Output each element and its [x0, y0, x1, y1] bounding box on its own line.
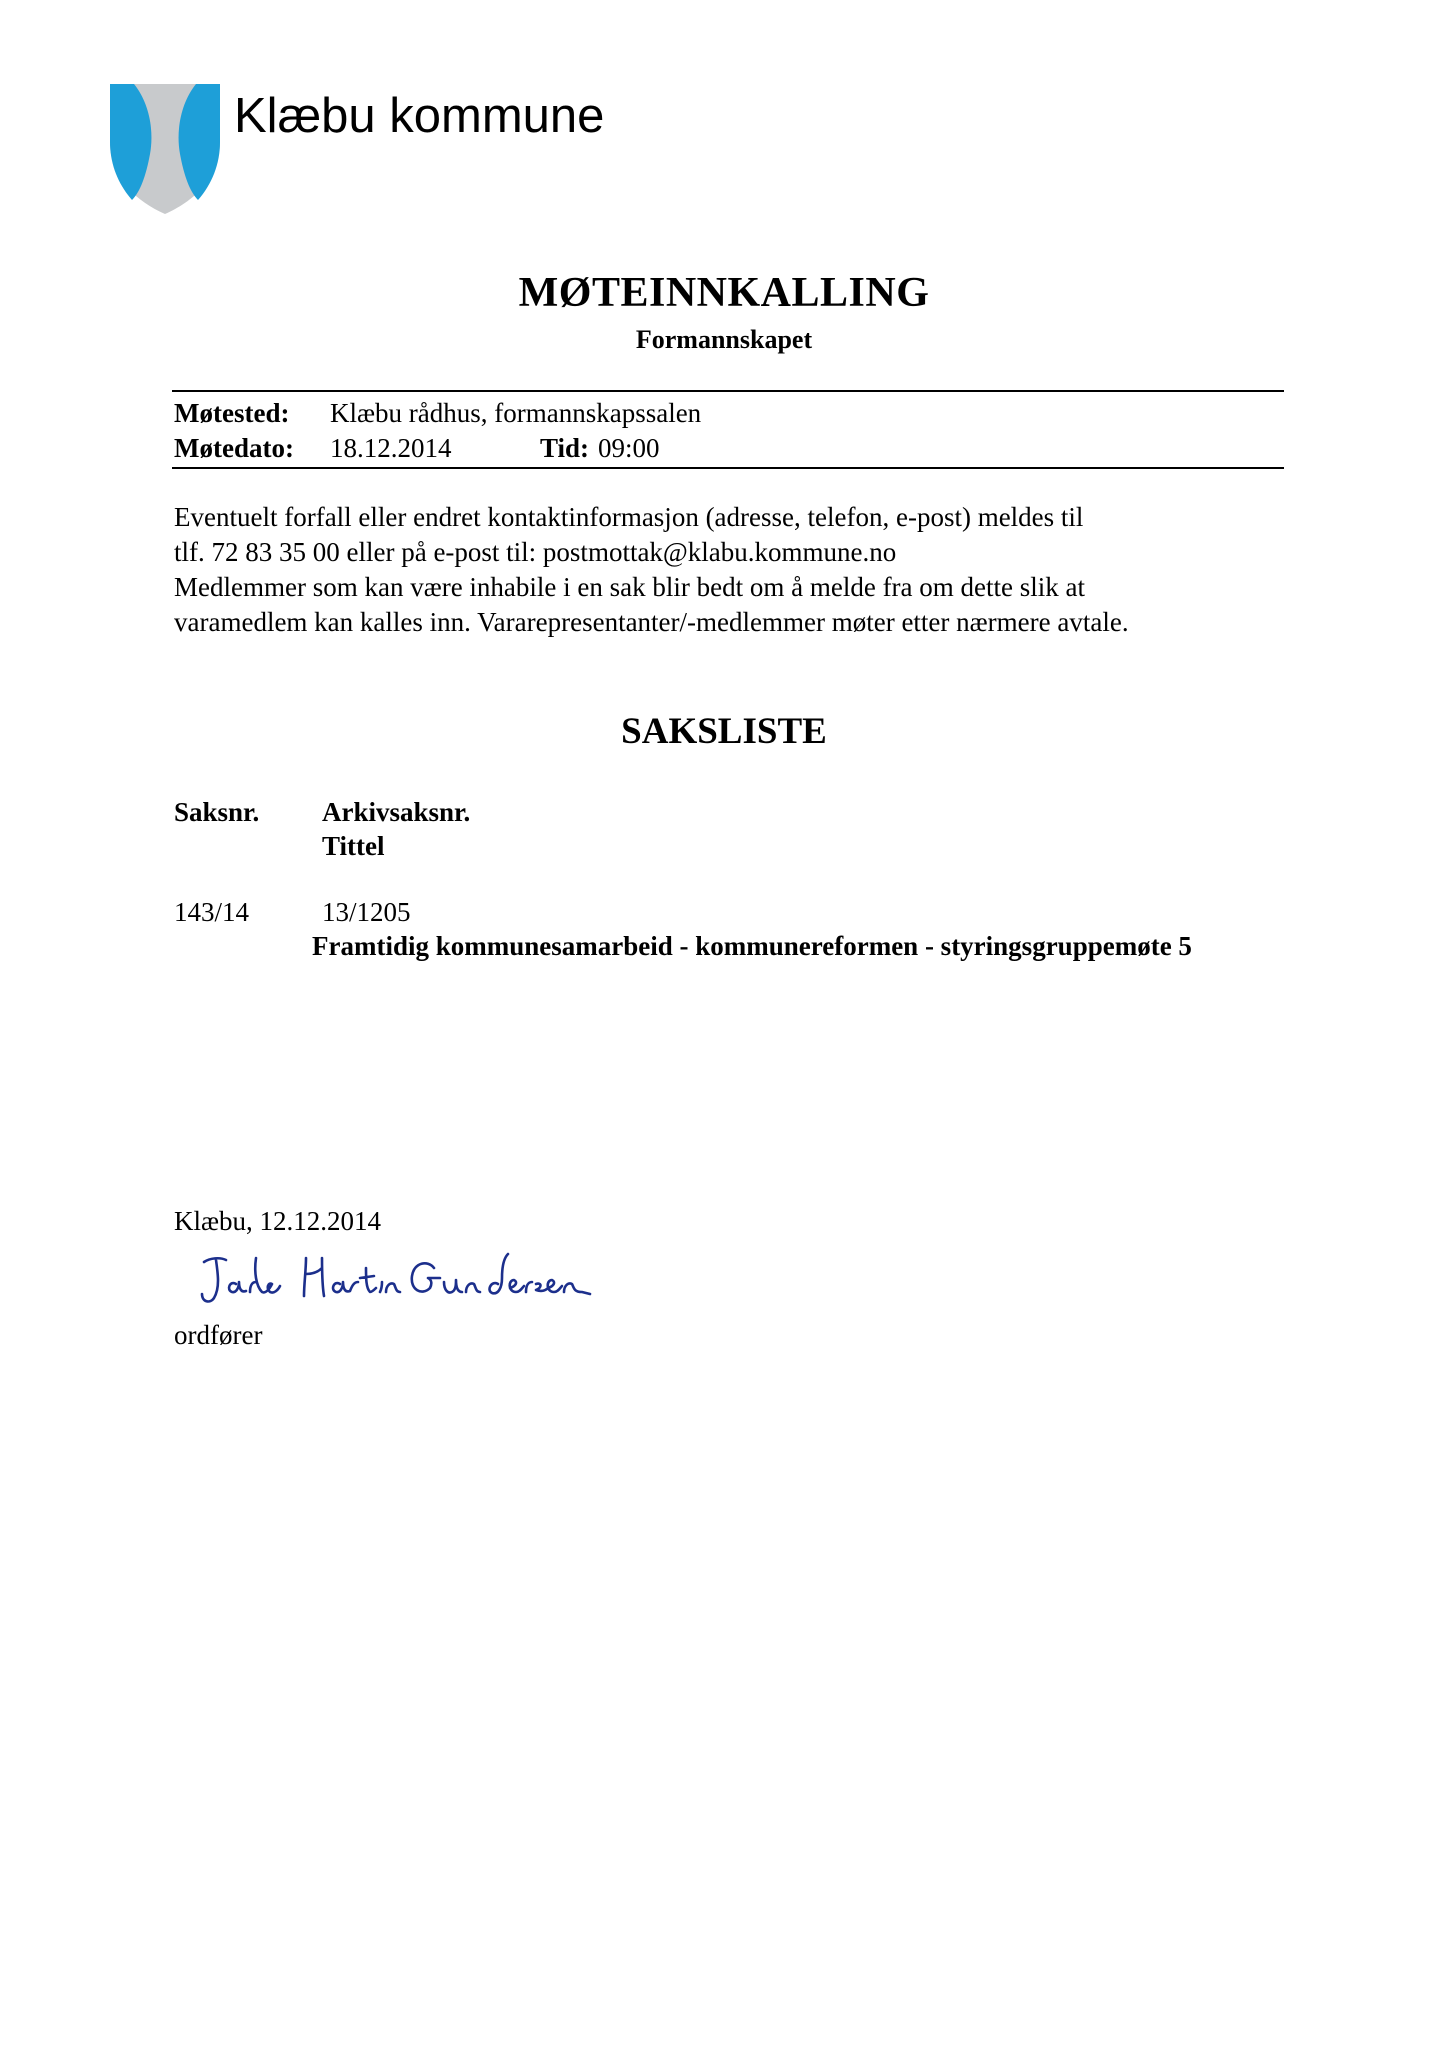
- notice-line: Medlemmer som kan være inhabile i en sak blir bedt om å melde fra om dette slik at: [174, 572, 1085, 602]
- archive-number: 13/1205: [322, 897, 411, 927]
- municipality-name: Klæbu kommune: [234, 89, 605, 143]
- top-divider: [172, 390, 1284, 392]
- case-title: Framtidig kommunesamarbeid - kommunereformen - styringsgruppemøte 5: [312, 931, 1192, 961]
- time-label: Tid:: [540, 433, 590, 463]
- location-value: Klæbu rådhus, formannskapssalen: [330, 398, 702, 428]
- notice-paragraph: [174, 500, 1294, 640]
- archive-number-header: Arkivsaksnr.: [322, 797, 471, 827]
- notice-line: tlf. 72 83 35 00 eller på e-post til: postmottak@klabu.kommune.no: [174, 537, 897, 567]
- date-label: Møtedato:: [174, 433, 294, 463]
- signature-icon: [196, 1248, 596, 1308]
- case-list-title: SAKSLISTE: [621, 711, 827, 752]
- signatory-role: ordfører: [174, 1320, 263, 1350]
- bottom-divider: [172, 467, 1284, 469]
- meeting-location-row: [174, 396, 702, 430]
- committee-name: Formannskapet: [635, 325, 813, 354]
- municipality-logo: [110, 84, 220, 214]
- place-and-date: Klæbu, 12.12.2014: [174, 1206, 382, 1236]
- meeting-date-row: [174, 431, 660, 465]
- case-number: 143/14: [174, 897, 250, 927]
- notice-line: varamedlem kan kalles inn. Vararepresentanter/-medlemmer møter etter nærmere avtale.: [174, 607, 1129, 637]
- document-title: MØTEINNKALLING: [518, 270, 930, 316]
- coat-of-arms-icon: [110, 84, 220, 214]
- case-number-header: Saksnr.: [174, 797, 260, 827]
- title-header: Tittel: [322, 831, 385, 861]
- time-value: 09:00: [598, 433, 660, 463]
- handwritten-signature: [196, 1248, 596, 1308]
- date-value: 18.12.2014: [330, 433, 452, 463]
- notice-line: Eventuelt forfall eller endret kontaktinformasjon (adresse, telefon, e-post) meldes til: [174, 502, 1084, 532]
- location-label: Møtested:: [174, 398, 290, 428]
